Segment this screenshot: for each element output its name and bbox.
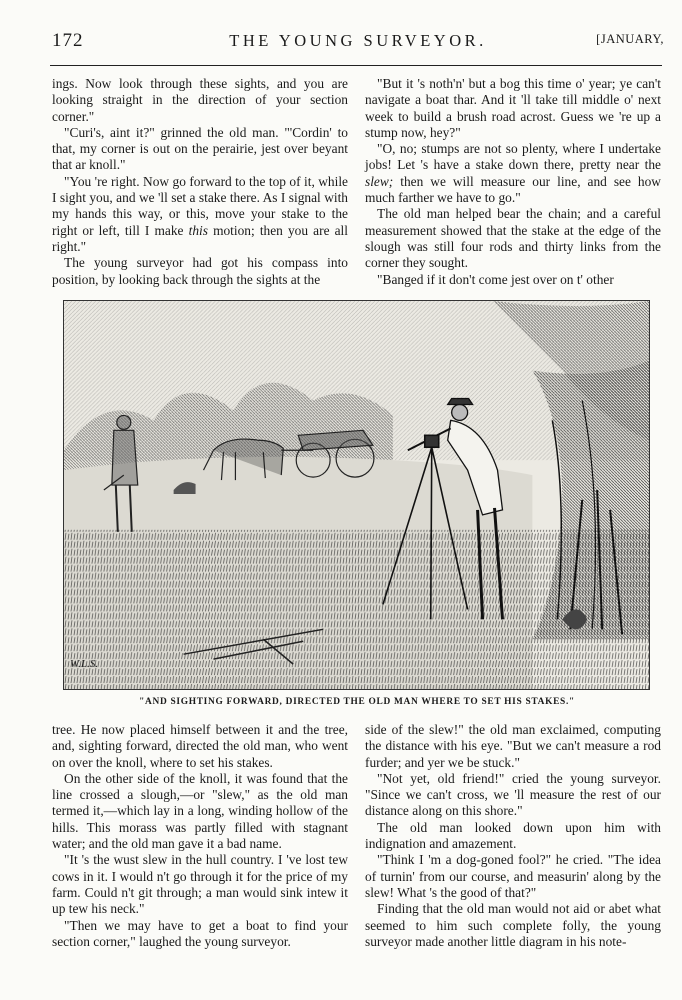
running-title: THE YOUNG SURVEYOR. [229,31,487,50]
paragraph: "It 's the wust slew in the hull country. I 've lost tew cows in it. I would n't go through it for the price of my farm. Could n't git through; a man would sink intew it up tew his neck." [52,852,348,917]
paragraph: "But it 's noth'n' but a bog this time o' year; ye can't navigate a boat thar. And it 'll take till middle o' next week to build a brush road acrost. Guess we 're up a stump now, hey?" [365,76,661,140]
paragraph: "Banged if it don't come jest over on t' other [377,271,614,287]
paragraph: side of the slew!" the old man exclaimed, computing the distance with his eye. "But we can't measure a rod furder; and yer we be stuck." [365,722,661,770]
page-number: 172 [52,30,84,51]
issue-label: [JANUARY, [596,32,664,46]
emphasis: slew; [365,173,394,189]
engraving-illustration [63,300,650,690]
paragraph: "O, no; stumps are not so plenty, where I undertake jobs! Let 's have a stake down there, pretty near the slew; then we will measure our line, and see how much farther we have to go." [365,141,661,206]
paragraph: "Curi's, aint it?" grinned the old man. "'Cordin' to that, my corner is out on the perairie, jest over beyant that ar knoll." [52,124,348,173]
paragraph: Finding that the old man would not aid or abet what seemed to him such complete folly, the young surveyor made another little diagram in his note- [365,901,661,949]
column-bottom-left [52,722,348,950]
paragraph: tree. He now placed himself between it and the tree, and, sighting forward, directed the old man, who went on over the knoll, where to set his stakes. [52,722,348,770]
surveyor-scene [64,301,649,689]
paragraph: "You 're right. Now go forward to the top of it, while I sight you, and we 'll set a stake there. As I signal with my hands this way, or this, move your stake to the right or left, till I make this motion; then you are all right." [52,173,348,254]
emphasis: this [188,222,208,238]
column-top-right [365,76,661,288]
paragraph: The young surveyor had got his compass into position, by looking back through the sights at the [52,255,348,287]
page-header [52,28,664,54]
column-bottom-right [365,722,661,950]
paragraph: The old man looked down upon him with indignation and amazement. [365,819,661,852]
paragraph: "Think I 'm a dog-goned fool?" he cried. "The idea of turnin' from our course, and measurin' along by the slew! What 's the good of that?" [365,852,661,900]
paragraph: The old man helped bear the chain; and a careful measurement showed that the stake at the edge of the slough was still four rods and thirty links from the corner they sought. [365,206,661,271]
column-top-left [52,76,348,288]
illustration-caption: "AND SIGHTING FORWARD, DIRECTED THE OLD MAN WHERE TO SET HIS STAKES." [139,697,575,707]
paragraph: "Not yet, old friend!" cried the young surveyor. "Since we can't cross, we 'll measure the rest of our distance along on this shore." [365,770,661,819]
paragraph: ings. Now look through these sights, and you are looking straight in the direction of your section corner." [52,76,348,124]
paragraph: On the other side of the knoll, it was found that the line crossed a slough,—or "slew," as the old man termed it,—which lay in a long, winding hollow of the hills. This morass was partly filled with stagnant water; and the old man gave it a bad name. [52,770,348,852]
header-rule [50,65,662,66]
artist-signature: W.L.S. [70,658,99,670]
paragraph: "Then we may have to get a boat to find your section corner," laughed the young surveyor. [52,917,348,949]
